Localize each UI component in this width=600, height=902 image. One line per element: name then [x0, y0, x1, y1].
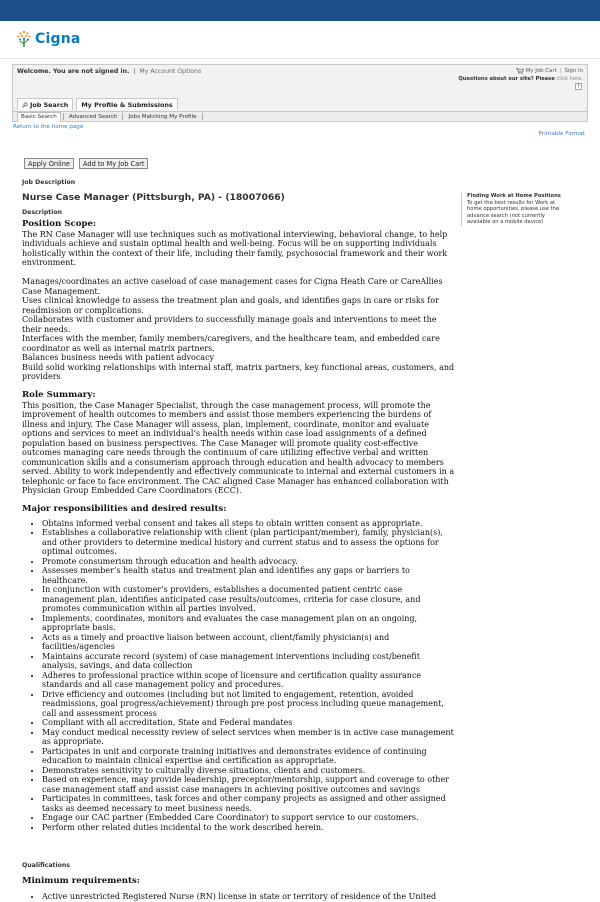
scope-line: Manages/coordinates an active caseload of case management cases for Cigna Heath Care or CareAllies Case Management. [22, 277, 443, 296]
tree-of-life-icon [16, 29, 32, 49]
description-label: Description [22, 209, 63, 216]
qualifications-label: Qualifications [22, 862, 70, 869]
list-item: • Establishes a collaborative relationship with client (plan participant/member), family, physician(s), and other providers to determine medical history and current status and to assess the options for optimal outcomes. [42, 528, 456, 557]
job-description-body [22, 220, 456, 832]
tab-job-search-label: Job Search [30, 100, 69, 109]
list-item: • Maintains accurate record (system) of case management interventions including cost/benefit analysis, savings, and data collection [42, 652, 456, 671]
search-subnav [13, 111, 587, 121]
tab-my-profile-label: My Profile & Submissions [81, 100, 173, 109]
help-button[interactable]: ? [575, 83, 582, 90]
sidebar-title: Finding Work at Home Positions [467, 193, 561, 199]
click-here-link[interactable]: click here. [556, 76, 583, 82]
requirements-list [22, 892, 456, 902]
position-scope-heading: Position Scope: [22, 219, 97, 229]
apply-online-button[interactable]: Apply Online [24, 158, 74, 169]
search-icon [22, 102, 28, 108]
responsibilities-list [22, 519, 456, 833]
list-item: • Obtains informed verbal consent and takes all steps to obtain written consent as appropriate. [42, 519, 456, 529]
add-to-job-cart-button[interactable]: Add to My Job Cart [79, 158, 148, 169]
position-scope-text: The RN Case Manager will use techniques such as motivational interviewing, behavioral change, to help individuals achieve and sustain optimal health and well-being. Focus will be on supporting individuals holistically within the context of their life, including their family, psychosocial framework and their work environment. [22, 229, 448, 267]
sign-in-link[interactable]: Sign In [564, 68, 583, 74]
tab-my-profile[interactable] [76, 98, 177, 110]
action-buttons [24, 158, 148, 169]
minimum-requirements-heading: Minimum requirements: [22, 876, 141, 886]
list-item: • Demonstrates sensitivity to culturally diverse situations, clients and customers. [42, 766, 456, 776]
scope-line: Uses clinical knowledge to assess the treatment plan and goals, and identifies gaps in care or risks for readmission or complications. [22, 296, 439, 315]
list-item: • Implements, coordinates, monitors and evaluates the case management plan on an ongoing, appropriate basis. [42, 614, 456, 633]
list-item: • Acts as a timely and proactive liaison between account, client/family physician(s) and facilities/agencies [42, 633, 456, 652]
responsibilities-heading: Major responsibilities and desired results: [22, 504, 227, 514]
cart-icon [516, 68, 524, 74]
job-description-label: Job Description [22, 179, 76, 186]
header-divider [0, 58, 600, 59]
list-item: • Compliant with all accreditation, State and Federal mandates [42, 718, 456, 728]
role-summary-heading: Role Summary: [22, 390, 96, 400]
list-item: • Adheres to professional practice within scope of licensure and certification quality assurance standards and all case management policy and procedures. [42, 671, 456, 690]
list-item: • Drive efficiency and outcomes (including but not limited to engagement, retention, avoided readmissions, goal progress/achievement) through pre post process including queue management, call and assessment process [42, 690, 456, 719]
subnav-jobs-matching[interactable]: Jobs Matching My Profile [128, 113, 197, 120]
list-item: • Engage our CAC partner (Embedded Care Coordinator) to support service to our customers. [42, 813, 456, 823]
scope-line: Interfaces with the member, family members/caregivers, and the healthcare team, and embedded care coordinator as well as internal matrix partners. [22, 334, 440, 353]
list-item: • Based on experience, may provide leadership, preceptor/mentorship, support and coverage to other case management staff and assist case managers in achieving positive outcomes and savings [42, 775, 456, 794]
scope-line: Balances business needs with patient advocacy [22, 353, 215, 362]
sidebar-text: To get the best results for Work at home opportunities, please use the advance search (not currently available on a mobile device) [467, 199, 560, 225]
logo-text: Cigna [35, 31, 81, 47]
list-item: • May conduct medical necessity review of select services when member is in active case management as appropriate. [42, 728, 456, 747]
subnav-basic-search[interactable]: Basic Search [17, 112, 61, 122]
list-item: • Promote consumerism through education and health advocacy. [42, 557, 456, 567]
my-account-options-link[interactable]: My Account Options [139, 68, 202, 75]
subnav-advanced-search[interactable]: Advanced Search [68, 113, 118, 120]
my-job-cart-link[interactable]: My Job Cart [525, 68, 557, 74]
work-at-home-sidebar [461, 193, 563, 226]
list-item: • Perform other related duties incidental to the work described herein. [42, 823, 456, 833]
job-title: Nurse Case Manager (Pittsburgh, PA) - (18007066) [22, 192, 285, 203]
welcome-text: Welcome. You are not signed in. [17, 68, 130, 75]
questions-text: Questions about our site? Please [458, 76, 555, 82]
printable-format-link[interactable]: Printable Format [538, 131, 585, 137]
list-item: • Participates in unit and corporate training initiatives and demonstrates evidence of continuing education to maintain clinical expertise and certification as appropriate. [42, 747, 456, 766]
welcome-line: Welcome. You are not signed in. | My Account Options [17, 68, 202, 75]
return-home-link[interactable]: Return to the home page [13, 124, 84, 130]
tab-job-search[interactable] [17, 98, 73, 110]
questions-line [458, 76, 583, 82]
account-panel [12, 64, 588, 122]
top-right-links: My Job Cart | Sign In [516, 68, 583, 74]
list-item: • Participates in committees, task forces and other company projects as assigned and other assigned tasks as deemed necessary to meet business needs. [42, 794, 456, 813]
list-item: • In conjunction with customer’s providers, establishes a documented patient centric case management plan, identifies anticipated case results/outcomes, criteria for case closure, and promotes communication within all parties involved. [42, 585, 456, 614]
list-item: • Active unrestricted Registered Nurse (RN) license in state or territory of residence of the United [42, 892, 456, 902]
role-summary-text: This position, the Case Manager Specialist, through the case management process, will promote the improvement of health outcomes to members and assist those members experiencing the burdens of illness and injury. The Case Manager will assess, plan, implement, coordinate, monitor and evaluate options and services to meet an individual’s health needs within case load assignments of a defined population based on business perspectives. The Case Manager will promote quality cost-effective outcomes managing care needs through the continuum of care utilizing effective verbal and written communication skills and a consumerism approach through education and health advocacy to members served. Ability to work independently and effectively communicate to internal and external customers in a telephonic or face to face environment. The CAC aligned Case Manager has enhanced collaboration with Physician Group Embedded Care Coordinators (ECC). [22, 400, 455, 495]
main-tabs [17, 98, 178, 110]
top-banner [0, 0, 600, 21]
list-item: • Assesses member’s health status and treatment plan and identifies any gaps or barriers to healthcare. [42, 566, 456, 585]
scope-line: Collaborates with customer and providers to successfully manage goals and interventions to meet the their needs. [22, 315, 437, 334]
scope-line: Build solid working relationships with internal staff, matrix partners, key functional areas, customers, and providers [22, 362, 455, 381]
cigna-logo[interactable] [16, 28, 81, 50]
